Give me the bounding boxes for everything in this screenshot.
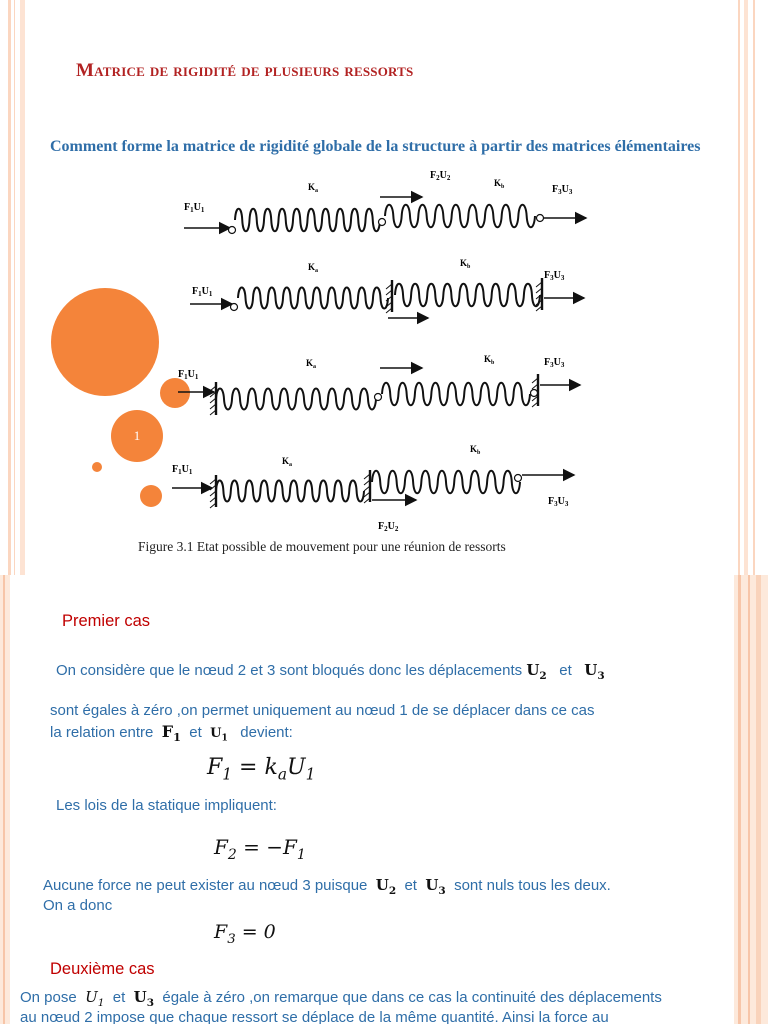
- p1-text: On considère que le nœud 2 et 3 sont bloqués donc les déplacements: [56, 662, 523, 679]
- node: [229, 227, 236, 234]
- decor-circle-large: [51, 288, 159, 396]
- symbol-u1: $U_1$: [85, 988, 105, 1009]
- node: [231, 304, 238, 311]
- decor-circle: [140, 485, 162, 507]
- label-f3u3: $F_3U_3$: [552, 184, 573, 196]
- slide-2: [0, 575, 768, 1024]
- equation-1: $F_1 = k_aU_1$: [207, 755, 316, 784]
- decor-line: [8, 0, 11, 575]
- spring-coil: [395, 284, 540, 307]
- decor-line: [748, 575, 750, 1024]
- node: [515, 475, 522, 482]
- symbol-u2: $U_2$: [526, 661, 547, 682]
- decor-line: [14, 0, 15, 575]
- equation-2: $F_2 = -F_1$: [214, 835, 306, 863]
- decor-line: [756, 575, 761, 1024]
- label-f1u1: $F_1U_1$: [172, 464, 193, 476]
- label-kb: $K_b$: [470, 444, 481, 456]
- page-number: 1: [111, 410, 163, 462]
- node: [537, 215, 544, 222]
- label-ka: $K_a$: [282, 456, 293, 468]
- paragraph-2-line-2: la relation entre $F_1$ et $U_1$ devient:: [50, 722, 293, 745]
- paragraph-1: On considère que le nœud 2 et 3 sont bloqués donc les déplacements $U_2$ et $U_3$: [56, 661, 605, 682]
- node: [375, 394, 382, 401]
- decor-line: [738, 575, 741, 1024]
- spring-coil: [238, 288, 388, 309]
- label-f1u1: $F_1U_1$: [192, 286, 213, 298]
- paragraph-3: Les lois de la statique impliquent:: [56, 797, 277, 814]
- label-kb: $K_b$: [494, 178, 505, 190]
- label-kb: $K_b$: [460, 258, 471, 270]
- label-f3u3: $F_3U_3$: [544, 357, 565, 369]
- symbol-u2: $U_2$: [375, 876, 397, 897]
- decor-circle-small: [92, 462, 102, 472]
- spring-coil: [382, 383, 530, 406]
- paragraph-5-line-2: au nœud 2 impose que chaque ressort se déplace de la même quantité. Ainsi la force au: [20, 1009, 609, 1024]
- figure-caption: Figure 3.1 Etat possible de mouvement pour une réunion de ressorts: [138, 539, 506, 554]
- label-kb: $K_b$: [484, 354, 495, 366]
- paragraph-5-line-1: On pose $U_1$ et $U_3$ égale à zéro ,on remarque que dans ce cas la continuité des déplacements: [20, 988, 662, 1009]
- symbol-u3: $U_3$: [133, 988, 155, 1009]
- spring-coil: [372, 471, 520, 494]
- paragraph-4-line-1: Aucune force ne peut exister au nœud 3 puisque $U_2$ et $U_3$ sont nuls tous les deux.: [43, 876, 611, 897]
- label-f3u3: $F_3U_3$: [544, 270, 565, 282]
- node: [379, 219, 386, 226]
- label-f1u1: $F_1U_1$: [178, 369, 199, 381]
- paragraph-2-line-1: sont égales à zéro ,on permet uniquement au nœud 1 de se déplacer dans ce cas: [50, 702, 595, 719]
- spring-coil: [235, 209, 380, 232]
- springs-diagram: [160, 160, 600, 535]
- label-ka: $K_a$: [308, 262, 319, 274]
- slide-subtitle: Comment forme la matrice de rigidité globale de la structure à partir des matrices élémentaires: [50, 138, 701, 155]
- symbol-f1: $F_1$: [161, 722, 181, 745]
- spring-coil: [216, 481, 364, 502]
- decor-line: [744, 0, 748, 575]
- symbol-u3: $U_3$: [425, 876, 446, 897]
- decor-line: [738, 0, 740, 575]
- heading-premier-cas: Premier cas: [62, 612, 151, 630]
- spring-coil: [216, 389, 376, 410]
- spring-coil: [385, 205, 535, 228]
- slide-title: Matrice de rigidité de plusieurs ressorts: [76, 60, 414, 81]
- label-ka: $K_a$: [308, 182, 319, 194]
- label-f3u3: $F_3U_3$: [548, 496, 569, 508]
- equation-3: $F_3 = 0$: [214, 921, 276, 947]
- label-f2u2: $F_2U_2$: [430, 170, 451, 182]
- heading-deuxieme-cas: Deuxième cas: [50, 960, 155, 978]
- label-ka: $K_a$: [306, 358, 317, 370]
- label-f1u1: $F_1U_1$: [184, 202, 205, 214]
- symbol-u1: $U_1$: [210, 726, 228, 744]
- decor-line: [20, 0, 25, 575]
- label-f2u2: $F_2U_2$: [378, 521, 399, 533]
- node: [531, 390, 538, 397]
- symbol-u3: $U_3$: [584, 661, 605, 682]
- decor-line: [753, 0, 755, 575]
- decor-line: [3, 575, 5, 1024]
- paragraph-4-line-2: On a donc: [43, 897, 113, 914]
